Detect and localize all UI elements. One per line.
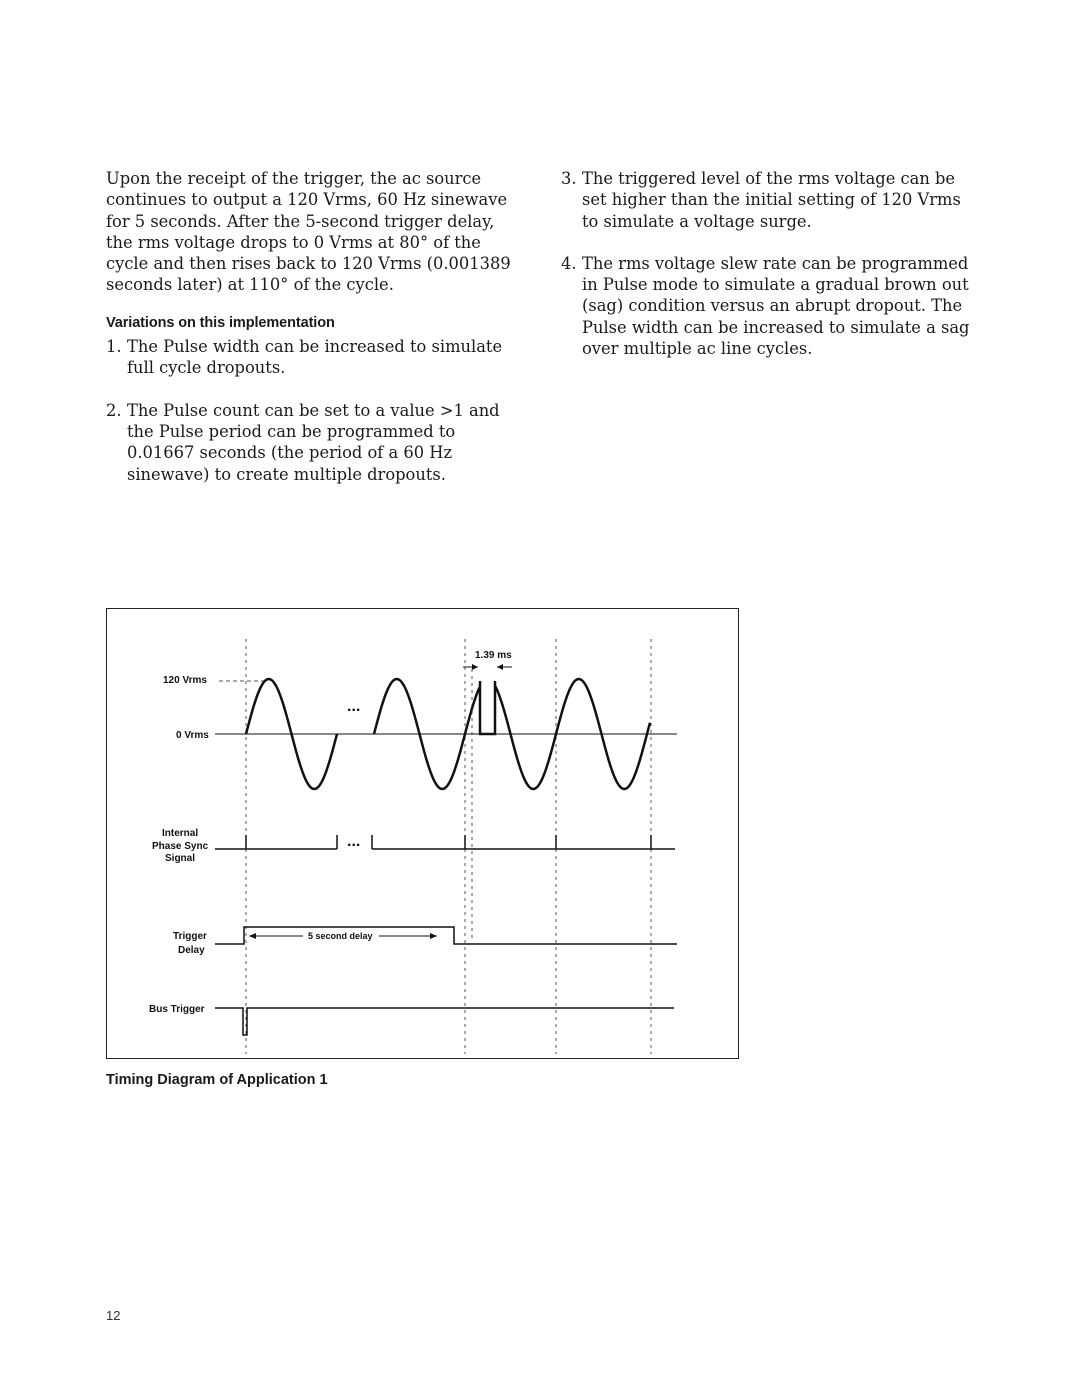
list-number: 1. <box>106 337 122 357</box>
phase-sync-label-1: Internal <box>162 828 199 839</box>
arrow-head <box>472 664 478 670</box>
label-120-vrms: 120 Vrms <box>163 675 207 686</box>
phase-sync-label-3: Signal <box>165 853 196 864</box>
intro-paragraph: Upon the receipt of the trigger, the ac source continues to output a 120 Vrms, 60 Hz sinewave for 5 seconds. After the 5-second trigger delay, the rms voltage drops to 0 Vrms at 80° of the cycle and then rises back to 120 Vrms (0.001389 seconds later) at 110° of the cycle. <box>106 169 511 295</box>
trigger-delay-label-2: Delay <box>178 945 205 956</box>
ellipsis-waveform: ... <box>347 698 361 715</box>
left-column <box>106 168 526 485</box>
arrow-head <box>430 933 437 939</box>
delay-text: 5 second delay <box>308 931 373 941</box>
bus-trigger-label: Bus Trigger <box>149 1004 205 1015</box>
guide-lines <box>246 639 651 1054</box>
figure-caption: Timing Diagram of Application 1 <box>106 1072 328 1088</box>
phase-sync-label-2: Phase Sync <box>152 841 209 852</box>
timing-diagram <box>107 609 740 1060</box>
section-heading: Variations on this implementation <box>106 314 335 331</box>
pulse-width-label: 1.39 ms <box>475 650 512 661</box>
phase-sync-signal <box>215 835 675 849</box>
list-number: 4. <box>561 253 577 273</box>
list-text: The Pulse count can be set to a value >1 and the Pulse period can be programmed to 0.01667 seconds (the period of a 60 Hz sinewave) to create multiple dropouts. <box>127 400 500 484</box>
list-item-2 <box>106 400 526 485</box>
ellipsis-phase-sync: ... <box>347 833 361 850</box>
list-item-4 <box>561 253 981 359</box>
list-text: The rms voltage slew rate can be programmed in Pulse mode to simulate a gradual brown out (sag) condition versus an abrupt dropout. The Pulse width can be increased to simulate a sag over multiple ac line cycles. <box>582 253 970 359</box>
label-0-vrms: 0 Vrms <box>176 730 209 741</box>
dropout-notch <box>480 681 495 734</box>
arrow-head <box>497 664 503 670</box>
trigger-delay-label-1: Trigger <box>173 931 207 942</box>
list-text: The Pulse width can be increased to simulate full cycle dropouts. <box>127 337 503 378</box>
bus-trigger-signal <box>215 1008 674 1035</box>
list-item-1 <box>106 336 526 379</box>
timing-diagram-figure <box>106 608 739 1059</box>
list-text: The triggered level of the rms voltage can be set higher than the initial setting of 120 Vrms to simulate a voltage surge. <box>582 169 961 231</box>
page-number: 12 <box>106 1308 121 1323</box>
list-item-3 <box>561 168 981 232</box>
list-number: 2. <box>106 400 122 420</box>
right-column <box>561 168 981 359</box>
list-number: 3. <box>561 169 577 188</box>
arrow-head <box>249 933 256 939</box>
